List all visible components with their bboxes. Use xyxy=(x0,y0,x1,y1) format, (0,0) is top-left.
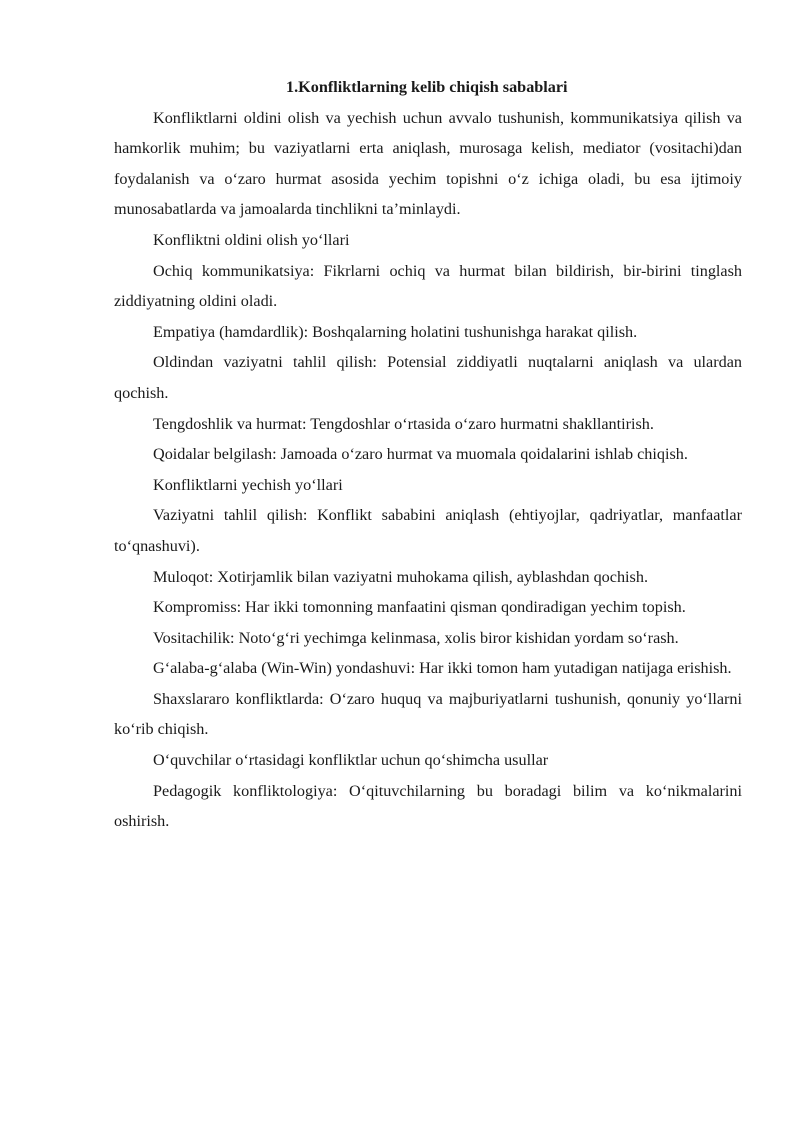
paragraph-interpersonal: Shaxslararo konfliktlarda: O‘zaro huquq va majburiyatlarni tushunish, qonuniy yo‘llarni ko‘rib chiqish. xyxy=(114,689,742,739)
section-title: 1.Konfliktlarning kelib chiqish sabablari xyxy=(286,78,568,96)
subheading-students: O‘quvchilar o‘rtasidagi konfliktlar uchun qo‘shimcha usullar xyxy=(153,751,549,770)
paragraph-mediation: Vositachilik: Noto‘g‘ri yechimga kelinmasa, xolis biror kishidan yordam so‘rash. xyxy=(153,628,679,647)
paragraph-compromise: Kompromiss: Har ikki tomonning manfaatini qisman qondiradigan yechim topish. xyxy=(153,598,686,617)
paragraph-dialogue: Muloqot: Xotirjamlik bilan vaziyatni muhokama qilish, ayblashdan qochish. xyxy=(153,567,648,586)
paragraph-empathy: Empatiya (hamdardlik): Boshqalarning holatini tushunishga harakat qilish. xyxy=(153,322,638,341)
paragraph-situation-analysis: Oldindan vaziyatni tahlil qilish: Potensial ziddiyatli nuqtalarni aniqlash va ulardan qochish. xyxy=(114,353,742,402)
paragraph-open-communication: Ochiq kommunikatsiya: Fikrlarni ochiq va hurmat bilan bildirish, bir-birini tinglash ziddiyatning oldini oladi. xyxy=(114,261,742,311)
document-body xyxy=(114,72,742,837)
subheading-prevention: Konfliktni oldini olish yo‘llari xyxy=(153,230,350,249)
paragraph-analysis: Vaziyatni tahlil qilish: Konflikt sababini aniqlash (ehtiyojlar, qadriyatlar, manfaatlar to‘qnashuvi). xyxy=(114,506,742,555)
paragraph-equality-respect: Tengdoshlik va hurmat: Tengdoshlar o‘rtasida o‘zaro hurmatni shakllantirish. xyxy=(153,414,654,433)
paragraph-rules: Qoidalar belgilash: Jamoada o‘zaro hurmat va muomala qoidalarini ishlab chiqish. xyxy=(153,445,688,464)
intro-paragraph: Konfliktlarni oldini olish va yechish uchun avvalo tushunish, kommunikatsiya qilish va hamkorlik muhim; bu vaziyatlarni erta aniqlash, murosaga kelish, mediator (vositachi)dan foydalanish va o‘zaro hurmat asosida yechim topishni o‘z ichiga oladi, bu esa ijtimoiy munosabatlarda va jamoalarda tinchlikni ta’minlaydi. xyxy=(114,108,742,219)
paragraph-pedagogical: Pedagogik konfliktologiya: O‘qituvchilarning bu boradagi bilim va ko‘nikmalarini oshirish. xyxy=(114,781,742,831)
paragraph-win-win: G‘alaba-g‘alaba (Win-Win) yondashuvi: Har ikki tomon ham yutadigan natijaga erishish. xyxy=(153,659,732,678)
subheading-resolution: Konfliktlarni yechish yo‘llari xyxy=(153,475,343,494)
